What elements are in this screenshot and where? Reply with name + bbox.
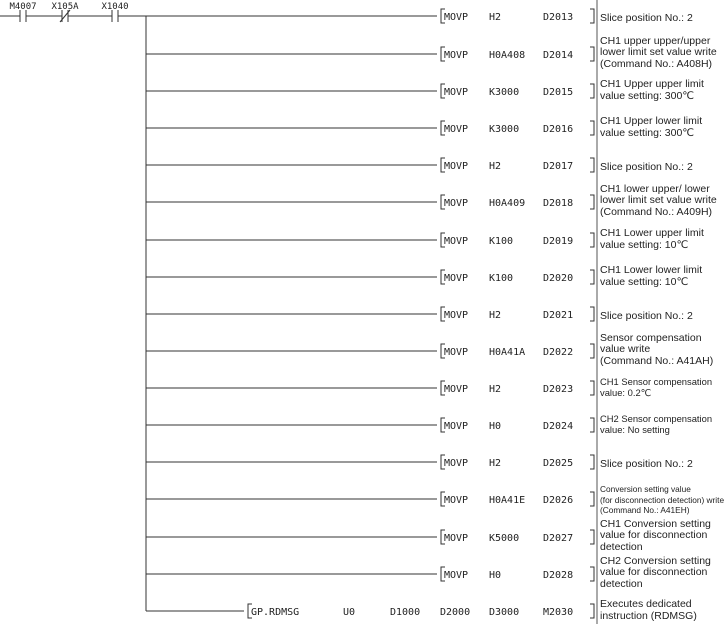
source-operand: H0A41A (489, 347, 526, 358)
operand-m2030: M2030 (543, 607, 574, 618)
instruction-row (146, 121, 594, 135)
instruction-mnemonic: MOVP (444, 310, 469, 321)
instruction-mnemonic: MOVP (444, 236, 469, 247)
contact-label: M4007 (9, 2, 37, 12)
contact-x105a (51, 2, 79, 22)
instruction-row (146, 418, 594, 432)
destination-operand: D2015 (543, 87, 574, 98)
source-operand: H2 (489, 12, 502, 23)
instruction-row (146, 9, 594, 23)
bracket-right (590, 84, 594, 98)
instruction-mnemonic: MOVP (444, 458, 469, 469)
source-operand: H2 (489, 384, 502, 395)
bracket-right (590, 158, 594, 172)
source-operand: H0A41E (489, 495, 526, 506)
bracket-right (590, 47, 594, 61)
row-comment: CH2 Sensor compensation value: No setting (600, 413, 713, 435)
contact-label: X1040 (101, 2, 129, 12)
row-comment: CH1 Sensor compensation value: 0.2℃ (600, 376, 713, 398)
row-comment: Conversion setting value (for disconnection detection) write (Command No.: A41EH) (600, 484, 725, 515)
instruction-row (146, 307, 594, 321)
source-operand: K3000 (489, 87, 520, 98)
row-comment: Slice position No.: 2 (600, 309, 693, 322)
instruction-row (146, 195, 594, 209)
destination-operand: D2017 (543, 161, 574, 172)
row-comment: CH2 Conversion setting value for disconnection detection (600, 554, 711, 590)
operand-d2000: D2000 (440, 607, 471, 618)
row-comment: CH1 Upper upper limit value setting: 300℃ (600, 78, 704, 102)
destination-operand: D2027 (543, 533, 574, 544)
instruction-mnemonic: MOVP (444, 421, 469, 432)
destination-operand: D2018 (543, 198, 574, 209)
instruction-row (146, 47, 594, 61)
bracket-right (590, 492, 594, 506)
source-operand: K100 (489, 273, 514, 284)
destination-operand: D2024 (543, 421, 574, 432)
instruction-mnemonic: MOVP (444, 87, 469, 98)
row-comment: Slice position No.: 2 (600, 457, 693, 470)
instruction-row (146, 530, 594, 544)
instruction-mnemonic: MOVP (444, 495, 469, 506)
bracket-right (590, 9, 594, 23)
source-operand: K100 (489, 236, 514, 247)
bracket-right (590, 567, 594, 581)
source-operand: H2 (489, 310, 502, 321)
bracket-right (590, 455, 594, 469)
instruction-mnemonic: MOVP (444, 124, 469, 135)
destination-operand: D2019 (543, 236, 574, 247)
row-comment: CH1 Lower upper limit value setting: 10℃ (600, 227, 704, 251)
instruction-mnemonic: MOVP (444, 533, 469, 544)
bracket-right (590, 381, 594, 395)
contact-label: X105A (51, 2, 79, 12)
instruction-mnemonic: MOVP (444, 570, 469, 581)
destination-operand: D2023 (543, 384, 574, 395)
input-contacts (9, 2, 128, 22)
source-operand: H2 (489, 161, 502, 172)
bracket-right (590, 270, 594, 284)
bracket-right (590, 344, 594, 358)
source-operand: K5000 (489, 533, 520, 544)
destination-operand: D2028 (543, 570, 574, 581)
contact-x1040 (101, 2, 128, 22)
instruction-mnemonic: MOVP (444, 347, 469, 358)
row-comment: CH1 upper upper/upper lower limit set value write (Command No.: A408H) (600, 34, 717, 70)
bracket-right (590, 233, 594, 247)
destination-operand: D2016 (543, 124, 574, 135)
destination-operand: D2022 (543, 347, 574, 358)
instruction-mnemonic: MOVP (444, 273, 469, 284)
instruction-mnemonic: MOVP (444, 50, 469, 61)
destination-operand: D2020 (543, 273, 574, 284)
row-comment: Sensor compensation value write (Command No.: A41AH) (600, 331, 714, 367)
row-comment: CH1 Lower lower limit value setting: 10℃ (600, 264, 703, 288)
row-comment: CH1 Upper lower limit value setting: 300℃ (600, 115, 703, 139)
bracket-right (590, 530, 594, 544)
rdmsg-row (146, 604, 594, 618)
instruction-rows (146, 9, 594, 618)
operand-d3000: D3000 (489, 607, 520, 618)
row-comment: Slice position No.: 2 (600, 160, 693, 173)
source-operand: H0 (489, 570, 502, 581)
destination-operand: D2013 (543, 12, 574, 23)
instruction-row (146, 158, 594, 172)
instruction-mnemonic: GP.RDMSG (251, 607, 300, 618)
instruction-row (146, 233, 594, 247)
source-operand: H0 (489, 421, 502, 432)
instruction-mnemonic: MOVP (444, 198, 469, 209)
row-comment: CH1 Conversion setting value for disconnection detection (600, 517, 711, 553)
bracket-right (590, 121, 594, 135)
instruction-mnemonic: MOVP (444, 161, 469, 172)
bracket-right (590, 418, 594, 432)
row-comment: CH1 lower upper/ lower lower limit set value write (Command No.: A409H) (600, 182, 717, 218)
source-operand: H2 (489, 458, 502, 469)
destination-operand: D2026 (543, 495, 574, 506)
contact-m4007 (9, 2, 36, 22)
row-comment: Slice position No.: 2 (600, 11, 693, 24)
bracket-right (590, 195, 594, 209)
instruction-row (146, 455, 594, 469)
operand-d1000: D1000 (390, 607, 421, 618)
destination-operand: D2025 (543, 458, 574, 469)
instruction-row (146, 270, 594, 284)
rdmsg-comment: Executes dedicated instruction (RDMSG) (600, 598, 697, 622)
instruction-mnemonic: MOVP (444, 12, 469, 23)
instruction-row (146, 381, 594, 395)
source-operand: H0A409 (489, 198, 526, 209)
instruction-mnemonic: MOVP (444, 384, 469, 395)
destination-operand: D2021 (543, 310, 574, 321)
destination-operand: D2014 (543, 50, 574, 61)
instruction-row (146, 344, 594, 358)
operand-u0: U0 (343, 607, 356, 618)
instruction-row (146, 84, 594, 98)
source-operand: K3000 (489, 124, 520, 135)
instruction-row (146, 492, 594, 506)
bracket-right (590, 307, 594, 321)
instruction-row (146, 567, 594, 581)
source-operand: H0A408 (489, 50, 526, 61)
bracket-right (590, 604, 594, 618)
